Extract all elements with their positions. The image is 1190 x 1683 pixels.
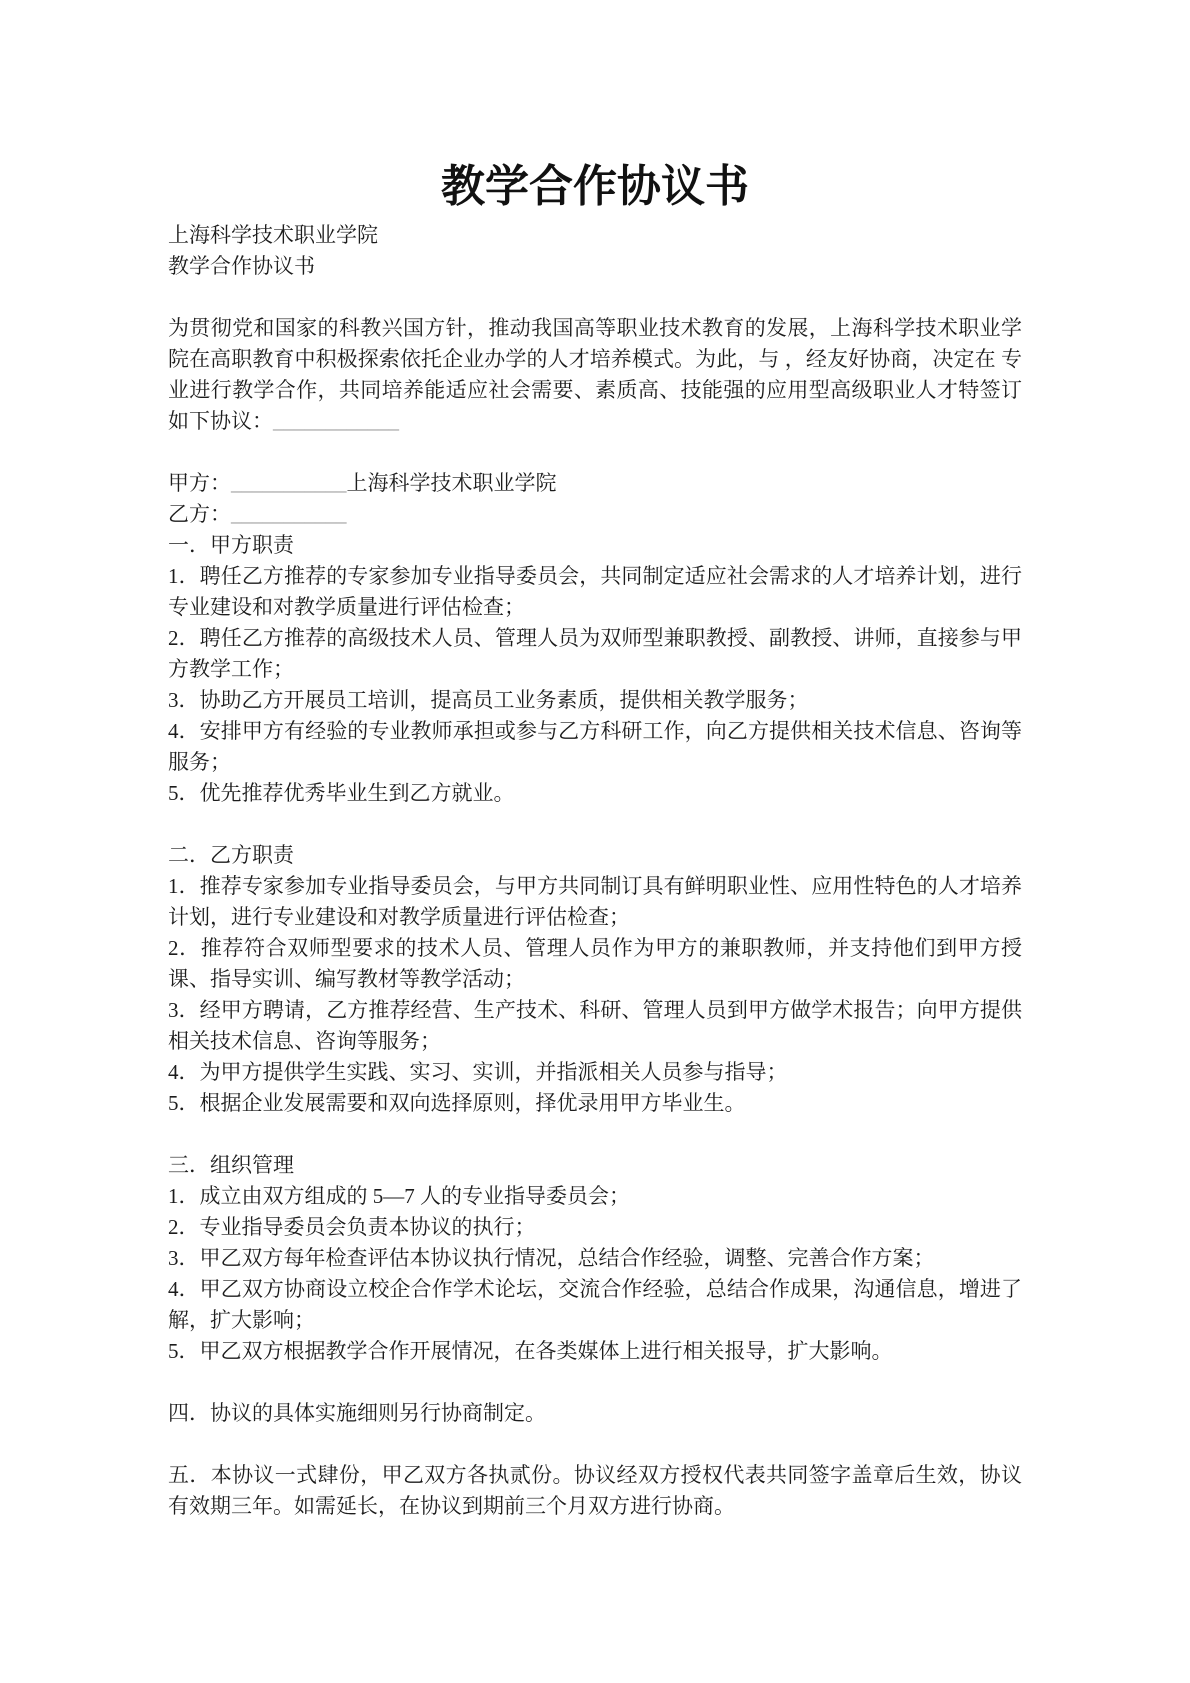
section-3-item-2: 2．专业指导委员会负责本协议的执行； <box>168 1215 536 1239</box>
blank-line <box>168 282 1022 313</box>
blank-line <box>168 437 1022 468</box>
section-1-item-3: 3．协助乙方开展员工培训，提高员工业务素质，提供相关教学服务； <box>168 688 809 712</box>
section-1-item-4: 4．安排甲方有经验的专业教师承担或参与乙方科研工作，向乙方提供相关技术信息、咨询等服务； <box>168 719 1022 774</box>
section-1-heading: 一．甲方职责 <box>168 533 294 557</box>
header-line-subtitle: 教学合作协议书 <box>168 254 315 278</box>
document-title: 教学合作协议书 <box>441 162 749 211</box>
party-a-value: 上海科学技术职业学院 <box>346 471 557 495</box>
party-a-label: 甲方： <box>168 471 231 495</box>
party-b-blank: ___________ <box>231 502 347 526</box>
intro-blank: ____________ <box>273 409 399 433</box>
section-3-heading: 三．组织管理 <box>168 1153 294 1177</box>
section-3-item-5: 5．甲乙双方根据教学合作开展情况，在各类媒体上进行相关报导，扩大影响。 <box>168 1339 893 1363</box>
blank-line <box>168 809 1022 840</box>
section-implementation-details <box>168 1398 1022 1429</box>
section-party-a-duties <box>168 530 1022 809</box>
section-organization-management <box>168 1150 1022 1367</box>
section-copies-and-validity <box>168 1460 1022 1522</box>
section-1-item-5: 5．优先推荐优秀毕业生到乙方就业。 <box>168 781 515 805</box>
section-1-item-2: 2．聘任乙方推荐的高级技术人员、管理人员为双师型兼职教授、副教授、讲师，直接参与甲方教学工作； <box>168 626 1022 681</box>
section-5-text: 五．本协议一式肆份，甲乙双方各执贰份。协议经双方授权代表共同签字盖章后生效，协议有效期三年。如需延长，在协议到期前三个月双方进行协商。 <box>168 1463 1022 1518</box>
section-2-item-3: 3．经甲方聘请，乙方推荐经营、生产技术、科研、管理人员到甲方做学术报告；向甲方提供相关技术信息、咨询等服务； <box>168 998 1022 1053</box>
header-line-org: 上海科学技术职业学院 <box>168 223 378 247</box>
blank-line <box>168 1429 1022 1460</box>
party-b-line <box>168 499 1022 530</box>
section-3-item-4: 4．甲乙双方协商设立校企合作学术论坛，交流合作经验，总结合作成果，沟通信息，增进了解，扩大影响； <box>168 1277 1022 1332</box>
section-party-b-duties <box>168 840 1022 1119</box>
section-2-item-5: 5．根据企业发展需要和双向选择原则，择优录用甲方毕业生。 <box>168 1091 746 1115</box>
section-1-item-1: 1．聘任乙方推荐的专家参加专业指导委员会，共同制定适应社会需求的人才培养计划，进行专业建设和对教学质量进行评估检查； <box>168 564 1022 619</box>
party-b-label: 乙方： <box>168 502 231 526</box>
intro-text: 为贯彻党和国家的科教兴国方针，推动我国高等职业技术教育的发展，上海科学技术职业学院在高职教育中积极探索依托企业办学的人才培养模式。为此，与 ，经友好协商，决定在 专业进行教学合作，共同培养能适应社会需要、素质高、技能强的应用型高级职业人才特签订如下协议： <box>168 316 1022 433</box>
section-4-text: 四．协议的具体实施细则另行协商制定。 <box>168 1401 546 1425</box>
blank-line <box>168 1367 1022 1398</box>
section-2-item-1: 1．推荐专家参加专业指导委员会，与甲方共同制订具有鲜明职业性、应用性特色的人才培养计划，进行专业建设和对教学质量进行评估检查； <box>168 874 1022 929</box>
section-3-item-3: 3．甲乙双方每年检查评估本协议执行情况，总结合作经验，调整、完善合作方案； <box>168 1246 935 1270</box>
blank-line <box>168 1119 1022 1150</box>
party-a-line <box>168 468 1022 499</box>
intro-paragraph <box>168 313 1022 437</box>
section-2-heading: 二．乙方职责 <box>168 843 294 867</box>
section-2-item-2: 2．推荐符合双师型要求的技术人员、管理人员作为甲方的兼职教师，并支持他们到甲方授课、指导实训、编写教材等教学活动； <box>168 936 1022 991</box>
party-a-blank: ___________ <box>231 471 347 495</box>
section-2-item-4: 4．为甲方提供学生实践、实习、实训，并指派相关人员参与指导； <box>168 1060 788 1084</box>
section-3-item-1: 1．成立由双方组成的 5—7 人的专业指导委员会； <box>168 1184 630 1208</box>
